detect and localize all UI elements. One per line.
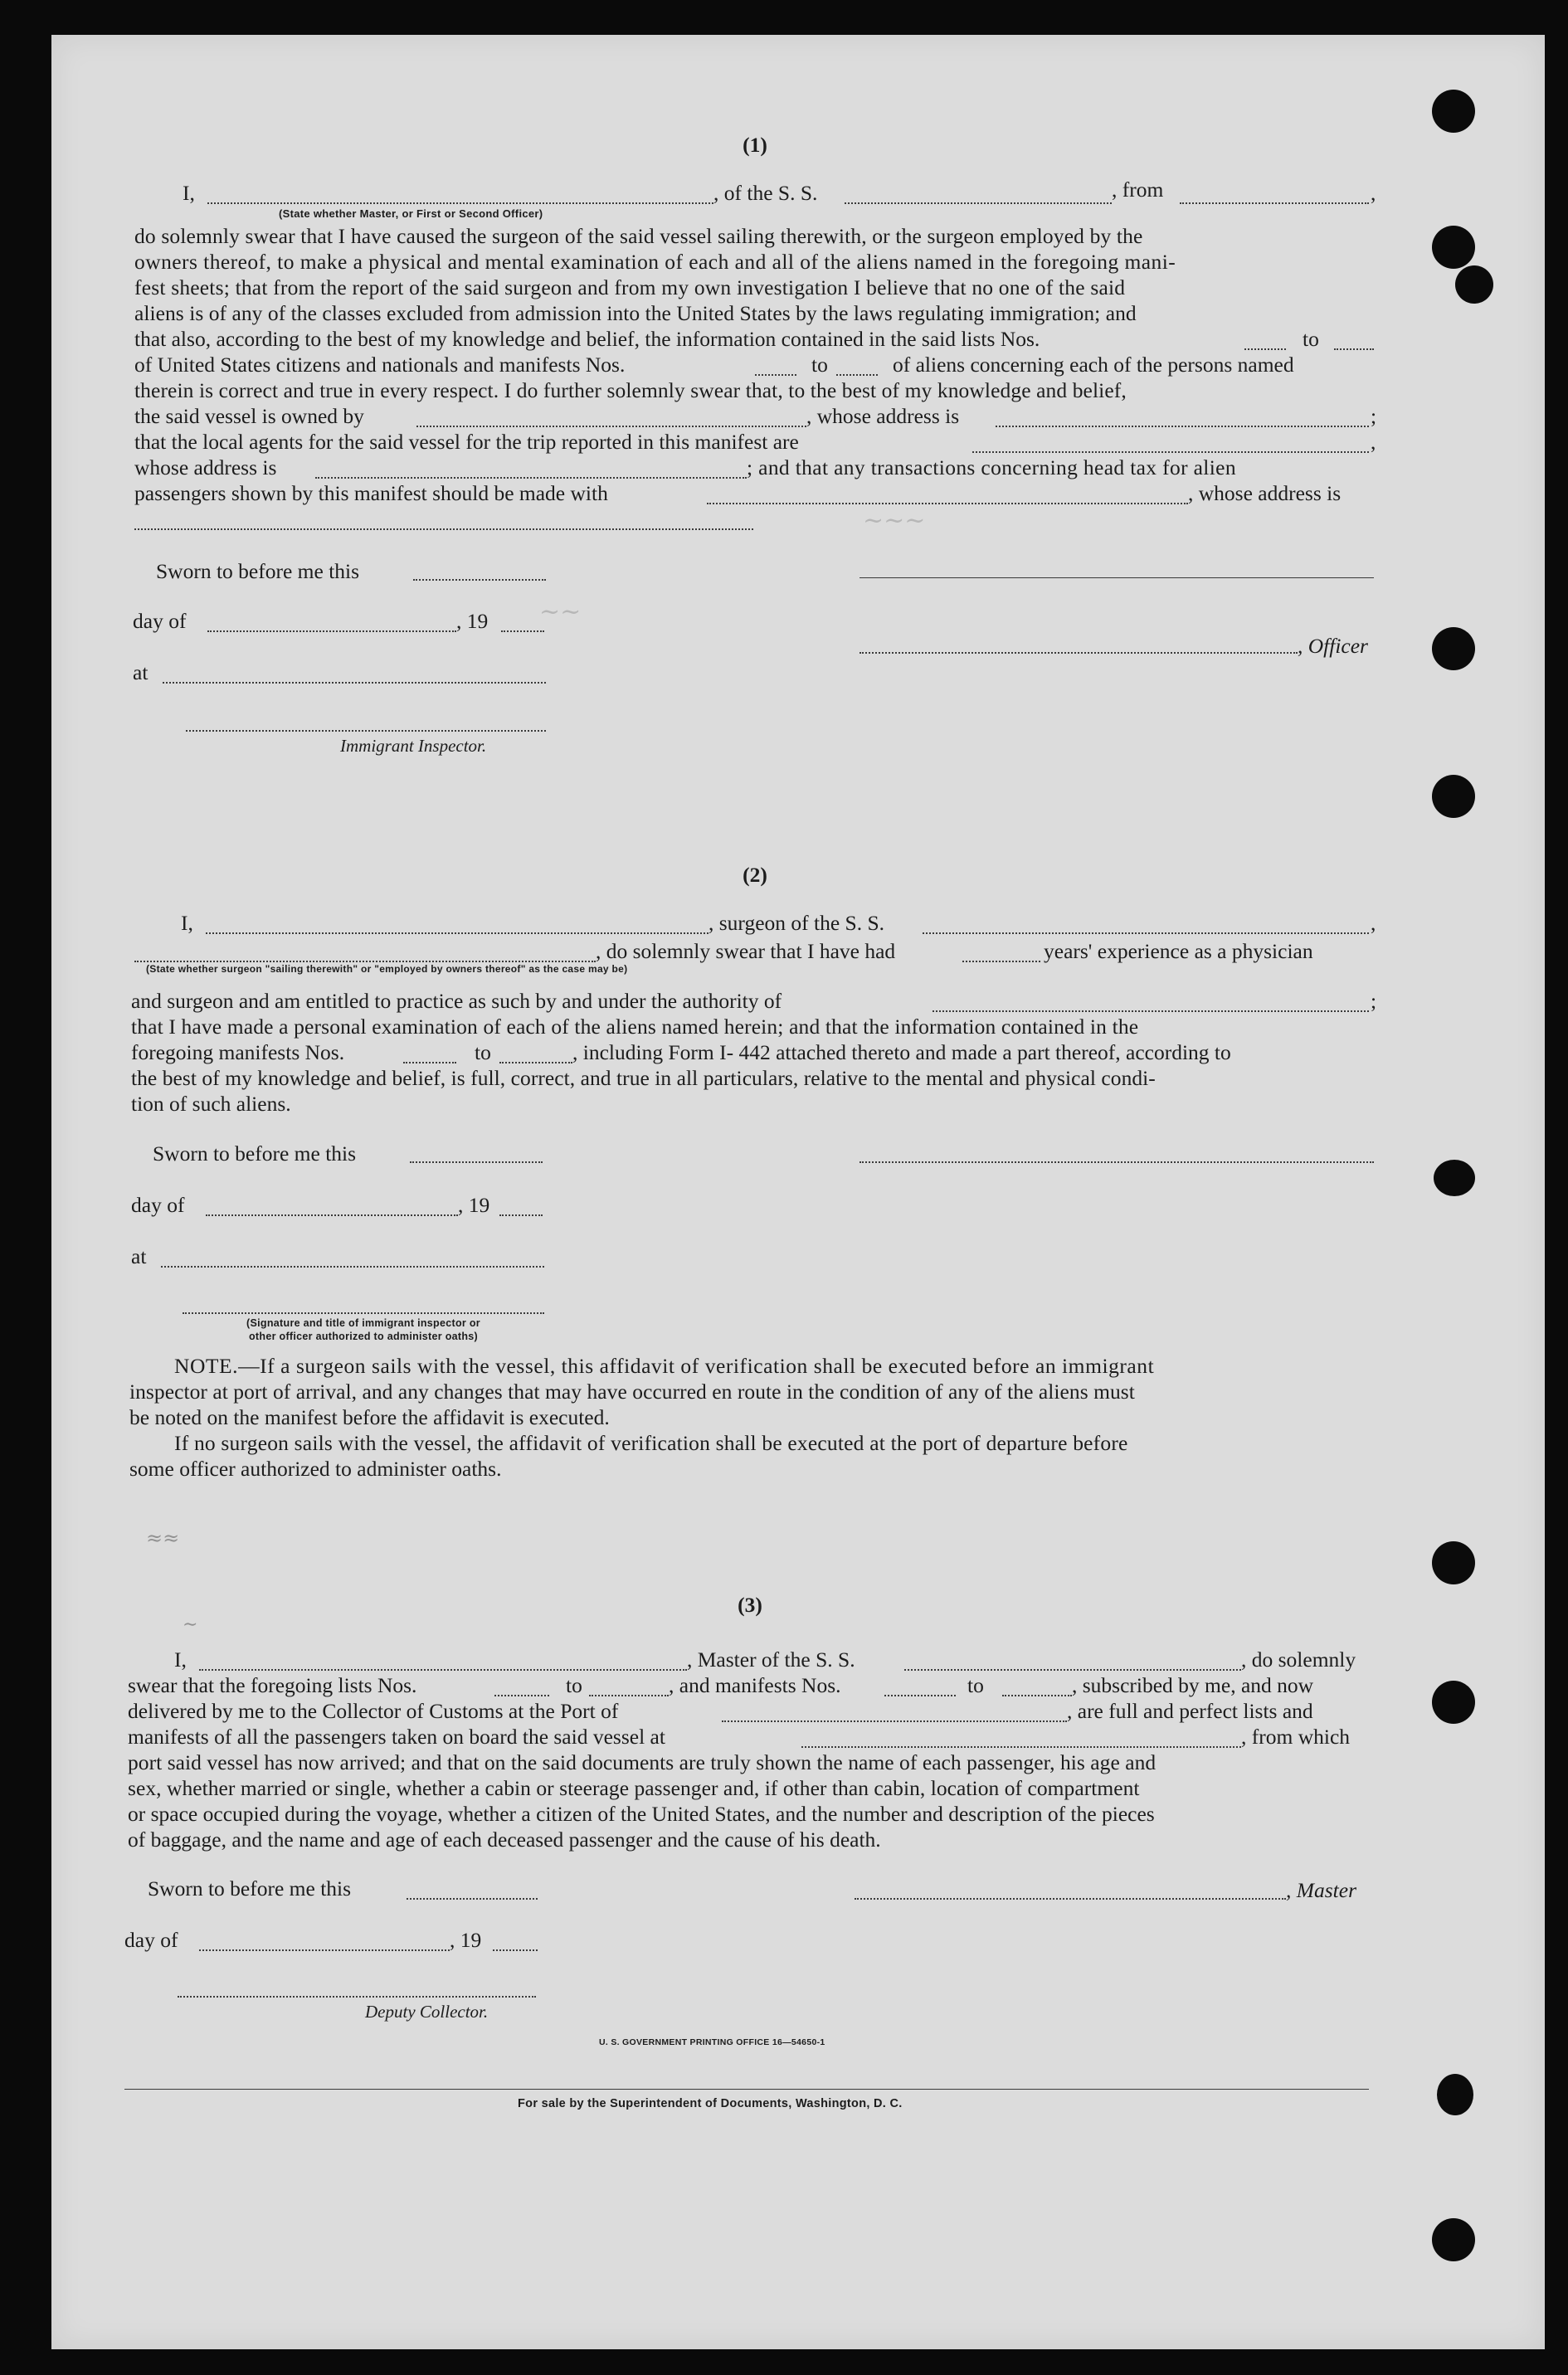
section3-line-6: or space occupied during the voyage, whether a citizen of the United States, and the number and description of the pieces <box>128 1802 1155 1826</box>
section2-line-5: tion of such aliens. <box>131 1092 291 1116</box>
section2-line-2: that I have made a personal examination of each of the aliens named herein; and that the information contained in the <box>131 1015 1139 1039</box>
section2-year: , 19 <box>458 1193 490 1217</box>
section1-line-10a: whose address is <box>134 455 277 479</box>
section2-line-3a: foregoing manifests Nos. <box>131 1040 345 1064</box>
section3-master-of: , Master of the S. S. <box>687 1647 855 1672</box>
section3-sworn-date-field[interactable] <box>407 1898 538 1900</box>
binder-hole <box>1434 1160 1475 1196</box>
binder-hole <box>1432 1541 1475 1584</box>
section2-at-field[interactable] <box>161 1266 544 1268</box>
section2-day-of: day of <box>131 1193 185 1217</box>
section1-line-10b: ; and that any transactions concerning head tax for alien <box>747 455 1236 479</box>
binder-hole <box>1432 1681 1475 1724</box>
section1-head-tax-field[interactable] <box>707 503 1188 504</box>
section3-number: (3) <box>738 1593 762 1617</box>
section2-line-4: the best of my knowledge and belief, is full, correct, and true in all particulars, relative to the mental and physical condi- <box>131 1066 1156 1090</box>
faint-handwriting-mark: ~~~ <box>863 506 926 535</box>
section2-line-1b: ; <box>1371 989 1377 1013</box>
section1-line-8b: , whose address is <box>806 404 960 428</box>
section1-i: I, <box>183 181 195 205</box>
section3-lists-from-field[interactable] <box>494 1695 549 1696</box>
section1-at-field[interactable] <box>163 682 546 684</box>
binder-hole <box>1432 226 1475 269</box>
section2-line-3-to: to <box>475 1040 491 1064</box>
section3-line-1c: , and manifests Nos. <box>669 1673 841 1697</box>
section3-boarding-port-field[interactable] <box>801 1746 1241 1748</box>
section1-owner-address-field[interactable] <box>996 426 1369 427</box>
footer-gpo-imprint: U. S. GOVERNMENT PRINTING OFFICE 16—54650-1 <box>599 2037 825 2047</box>
section1-lists-to-field[interactable] <box>1334 348 1374 350</box>
section1-manifests-from-field[interactable] <box>755 374 796 376</box>
section3-line-1a: swear that the foregoing lists Nos. <box>128 1673 417 1697</box>
section1-line-4: aliens is of any of the classes excluded from admission into the United States by the laws regulating immigration; and <box>134 301 1137 325</box>
footer-sale-notice: For sale by the Superintendent of Documents, Washington, D. C. <box>518 2097 903 2110</box>
section1-officer-line[interactable] <box>859 652 1298 654</box>
section2-line-3c: , including Form I- 442 attached thereto and made a part thereof, according to <box>572 1040 1231 1064</box>
section3-i: I, <box>174 1647 187 1672</box>
section1-inspector-signature-line[interactable] <box>186 730 546 732</box>
section3-master-label: , Master <box>1286 1878 1356 1902</box>
section1-line-11a: passengers shown by this manifest should be made with <box>134 481 608 505</box>
binder-hole <box>1432 627 1475 670</box>
section2-manifests-to-field[interactable] <box>499 1062 572 1063</box>
section1-ship-name-field[interactable] <box>845 202 1112 204</box>
section3-deputy-label: Deputy Collector. <box>365 2002 489 2022</box>
section1-from: , from <box>1112 178 1164 202</box>
section2-swear: , do solemnly swear that I have had <box>596 939 896 963</box>
section1-at: at <box>133 660 149 684</box>
section3-ship-name-field[interactable] <box>904 1669 1241 1671</box>
section3-line-3a: manifests of all the passengers taken on board the said vessel at <box>128 1725 665 1749</box>
section1-signature-line[interactable] <box>859 577 1374 578</box>
section2-authority-field[interactable] <box>933 1010 1369 1012</box>
section1-comma: , <box>1371 181 1376 205</box>
section2-sworn: Sworn to before me this <box>153 1141 357 1166</box>
section1-line-7: therein is correct and true in every respect. I do further solemnly swear that, to the best of my knowledge and belief, <box>134 378 1127 402</box>
section3-line-2b: , are full and perfect lists and <box>1067 1699 1313 1723</box>
binder-hole <box>1455 265 1493 304</box>
section2-state-note: (State whether surgeon "sailing therewith" or "employed by owners thereof" as the case may be) <box>146 963 628 975</box>
section3-line-2a: delivered by me to the Collector of Customs at the Port of <box>128 1699 619 1723</box>
section1-agents-address-field[interactable] <box>315 477 747 479</box>
section1-state-note: (State whether Master, or First or Second Officer) <box>279 207 543 220</box>
section2-at: at <box>131 1244 147 1268</box>
section2-ship-name-field[interactable] <box>923 932 1369 934</box>
section1-line-6c: of aliens concerning each of the persons named <box>893 353 1294 377</box>
section2-i: I, <box>181 911 193 935</box>
section1-line-9a: that the local agents for the said vessel for the trip reported in this manifest are <box>134 430 799 454</box>
section2-note-2: inspector at port of arrival, and any changes that may have occurred en route in the condition of any of the aliens must <box>129 1380 1135 1404</box>
binder-hole <box>1432 2218 1475 2261</box>
section1-line-2: owners thereof, to make a physical and mental examination of each and all of the aliens named in the foregoing mani- <box>134 250 1176 274</box>
faint-smudge-mark: ≈≈ <box>146 1526 180 1550</box>
section3-line-1e: , subscribed by me, and now <box>1072 1673 1314 1697</box>
section2-line-1a: and surgeon and am entitled to practice as such by and under the authority of <box>131 989 782 1013</box>
section1-owner-field[interactable] <box>416 426 806 427</box>
section3-line-1-to: to <box>566 1673 582 1697</box>
section2-manifests-from-field[interactable] <box>403 1062 456 1063</box>
section2-comma: , <box>1371 911 1376 935</box>
section1-line-3: fest sheets; that from the report of the said surgeon and from my own investigation I believe that no one of the said <box>134 275 1126 299</box>
section1-line-8c: ; <box>1371 404 1377 428</box>
section1-officer-name-field[interactable] <box>207 202 713 204</box>
binder-hole <box>1437 2074 1473 2115</box>
binder-hole <box>1432 90 1475 133</box>
footer-rule <box>124 2089 1369 2090</box>
section2-note-1: NOTE.—If a surgeon sails with the vessel, this affidavit of verification shall be executed before an immigrant <box>174 1354 1155 1378</box>
section1-line-5-to: to <box>1303 327 1319 351</box>
section2-number: (2) <box>743 863 767 887</box>
binder-hole <box>1432 775 1475 818</box>
section3-sworn: Sworn to before me this <box>148 1876 352 1900</box>
section2-inspector-signature-line[interactable] <box>183 1312 544 1314</box>
section2-sig-note-1: (Signature and title of immigrant inspector or <box>246 1317 480 1329</box>
section1-inspector-label: Immigrant Inspector. <box>340 736 487 756</box>
section1-head-tax-address-field[interactable] <box>134 528 753 530</box>
section3-deputy-signature-line[interactable] <box>178 1996 536 1998</box>
section1-year: , 19 <box>456 609 489 633</box>
section3-manifests-from-field[interactable] <box>884 1695 956 1696</box>
section1-year-field[interactable] <box>501 630 544 632</box>
section2-day-field[interactable] <box>206 1214 458 1216</box>
section1-number: (1) <box>743 133 767 157</box>
section1-line-5: that also, according to the best of my knowledge and belief, the information contained in the said lists Nos. <box>134 327 1040 351</box>
section3-master-signature-line[interactable] <box>855 1898 1286 1900</box>
section2-years-field[interactable] <box>962 961 1040 962</box>
section1-officer-label: , Officer <box>1298 634 1368 658</box>
section1-line-6-to: to <box>811 353 828 377</box>
section2-note-5: some officer authorized to administer oaths. <box>129 1457 502 1481</box>
section2-signature-line[interactable] <box>859 1161 1374 1163</box>
section3-line-7: of baggage, and the name and age of each deceased passenger and the cause of his death. <box>128 1827 881 1852</box>
section2-sworn-date-field[interactable] <box>410 1161 543 1163</box>
section2-surgeon-name-field[interactable] <box>206 932 709 934</box>
section3-master-name-field[interactable] <box>199 1669 687 1671</box>
section1-of-ss: , of the S. S. <box>713 181 818 205</box>
section1-day-field[interactable] <box>207 630 456 632</box>
section1-line-9b: , <box>1371 430 1376 454</box>
section3-line-5: sex, whether married or single, whether a cabin or steerage passenger and, if other than cabin, location of compartment <box>128 1776 1140 1800</box>
section1-line-8a: the said vessel is owned by <box>134 404 364 428</box>
section1-lists-from-field[interactable] <box>1244 348 1286 350</box>
section1-agents-field[interactable] <box>972 451 1369 453</box>
section1-from-field[interactable] <box>1180 202 1369 204</box>
section3-line-3b: , from which <box>1241 1725 1351 1749</box>
section2-surgeon-of: , surgeon of the S. S. <box>709 911 885 935</box>
section2-surgeon-type-field[interactable] <box>134 961 596 962</box>
section1-line-11b: , whose address is <box>1188 481 1342 505</box>
section3-day-field[interactable] <box>199 1949 450 1951</box>
section3-do-solemnly: , do solemnly <box>1241 1647 1356 1672</box>
section1-manifests-to-field[interactable] <box>836 374 878 376</box>
section1-line-1: do solemnly swear that I have caused the surgeon of the said vessel sailing therewith, or the surgeon employed by the <box>134 224 1143 248</box>
section3-lists-to-field[interactable] <box>589 1695 669 1696</box>
section3-port-field[interactable] <box>722 1720 1067 1722</box>
section2-note-4: If no surgeon sails with the vessel, the affidavit of verification shall be executed at the port of departure before <box>174 1431 1128 1455</box>
section1-line-6a: of United States citizens and nationals and manifests Nos. <box>134 353 626 377</box>
section2-note-3: be noted on the manifest before the affidavit is executed. <box>129 1405 610 1429</box>
section1-sworn-date-field[interactable] <box>413 579 546 581</box>
section2-years: years' experience as a physician <box>1044 939 1313 963</box>
section1-day-of: day of <box>133 609 187 633</box>
faint-handwriting-mark: ~~ <box>539 597 582 626</box>
faint-smudge-mark: ∼ <box>183 1614 198 1635</box>
section3-day-of: day of <box>124 1928 178 1952</box>
section3-year: , 19 <box>450 1928 482 1952</box>
section3-manifests-to-field[interactable] <box>1002 1695 1072 1696</box>
section2-year-field[interactable] <box>499 1214 543 1216</box>
section1-sworn: Sworn to before me this <box>156 559 360 583</box>
section2-sig-note-2: other officer authorized to administer oaths) <box>248 1331 479 1342</box>
section3-line-1-to-2: to <box>967 1673 984 1697</box>
section3-year-field[interactable] <box>493 1949 538 1951</box>
section3-line-4: port said vessel has now arrived; and that on the said documents are truly shown the name of each passenger, his age and <box>128 1750 1157 1774</box>
